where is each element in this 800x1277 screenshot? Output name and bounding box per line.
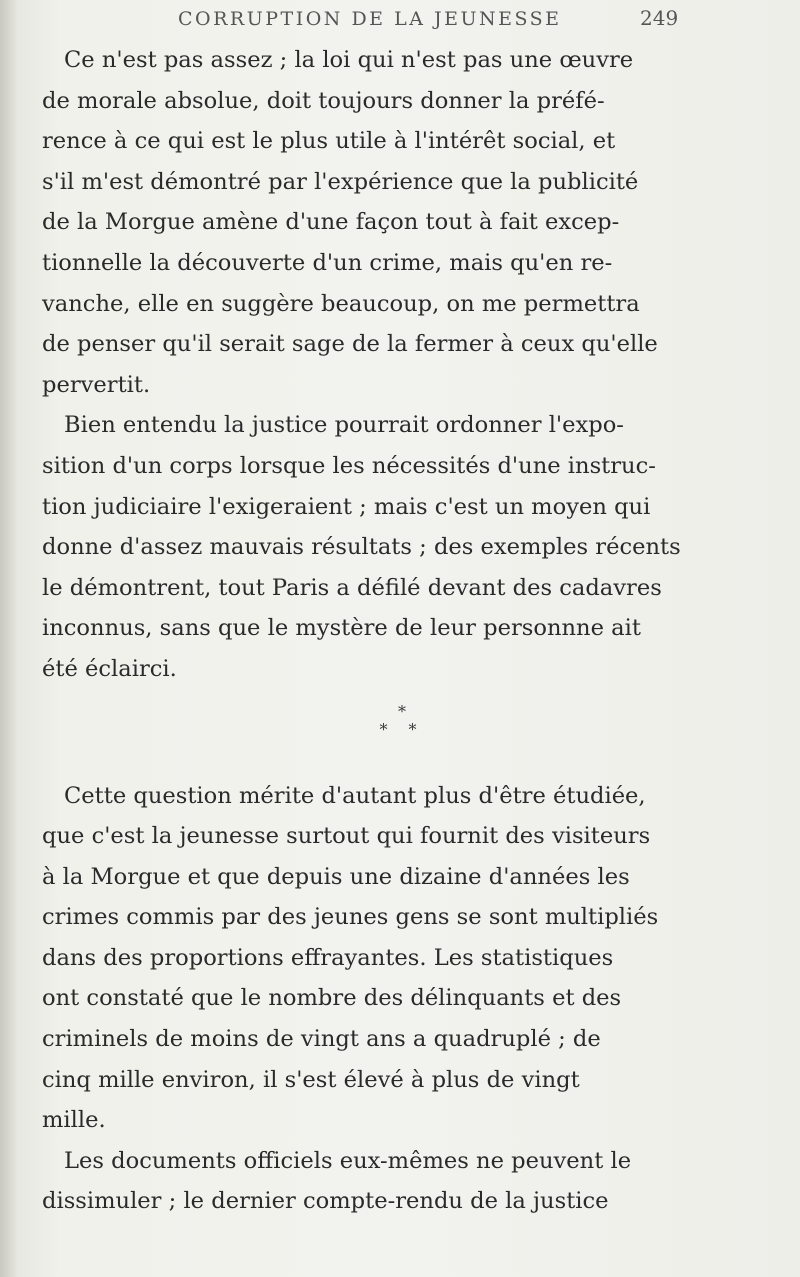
text-line: le démontrent, tout Paris a défilé devant des cadavres: [42, 574, 662, 601]
text-line: crimes commis par des jeunes gens se sont multipliés: [42, 904, 659, 931]
body-text: [42, 40, 762, 1222]
text-line: sition d'un corps lorsque les nécessités d'une instruc-: [42, 452, 656, 479]
section-asterism: [42, 690, 762, 776]
text-line: Cette question mérite d'autant plus d'être étudiée,: [64, 782, 646, 809]
text-line: vanche, elle en suggère beaucoup, on me permettra: [42, 290, 640, 317]
text-line: de penser qu'il serait sage de la fermer à ceux qu'elle: [42, 331, 658, 358]
text-line: été éclairci.: [42, 655, 177, 682]
text-line: donne d'assez mauvais résultats ; des exemples récents: [42, 534, 681, 561]
text-line: que c'est la jeunesse surtout qui fournit des visiteurs: [42, 823, 651, 850]
text-line: Ce n'est pas assez ; la loi qui n'est pas une œuvre: [64, 47, 634, 73]
text-line: de morale absolue, doit toujours donner la préfé-: [42, 87, 605, 114]
text-line: tionnelle la découverte d'un crime, mais qu'en re-: [42, 249, 613, 276]
asterism-top: *: [398, 701, 406, 721]
text-line: s'il m'est démontré par l'expérience que la publicité: [42, 168, 639, 195]
text-line: à la Morgue et que depuis une dizaine d'années les: [42, 863, 630, 890]
page-number: 249: [640, 6, 679, 30]
paragraph: [42, 1141, 762, 1222]
paragraph: [42, 40, 762, 405]
text-line: inconnus, sans que le mystère de leur personnne ait: [42, 615, 641, 642]
text-line: rence à ce qui est le plus utile à l'intérêt social, et: [42, 128, 616, 155]
binding-gutter-shadow: [0, 0, 18, 1277]
text-line: tion judiciaire l'exigeraient ; mais c'est un moyen qui: [42, 493, 651, 520]
text-line: de la Morgue amène d'une façon tout à fait excep-: [42, 209, 620, 236]
text-line: dans des proportions effrayantes. Les statistiques: [42, 944, 614, 971]
text-line: Les documents officiels eux-mêmes ne peuvent le: [64, 1147, 632, 1174]
text-line: dissimuler ; le dernier compte-rendu de la justice: [42, 1188, 609, 1215]
text-line: criminels de moins de vingt ans a quadruplé ; de: [42, 1026, 601, 1053]
running-head: CORRUPTION DE LA JEUNESSE: [178, 8, 562, 30]
text-line: pervertit.: [42, 371, 151, 398]
page-header: [0, 0, 800, 40]
text-line: mille.: [42, 1107, 106, 1134]
text-line: ont constaté que le nombre des délinquants et des: [42, 985, 622, 1012]
asterism-bottom: * *: [379, 719, 425, 739]
paragraph: [42, 776, 762, 1141]
text-line: Bien entendu la justice pourrait ordonner l'expo-: [64, 412, 624, 439]
text-line: cinq mille environ, il s'est élevé à plus de vingt: [42, 1066, 580, 1093]
paragraph: [42, 405, 762, 689]
